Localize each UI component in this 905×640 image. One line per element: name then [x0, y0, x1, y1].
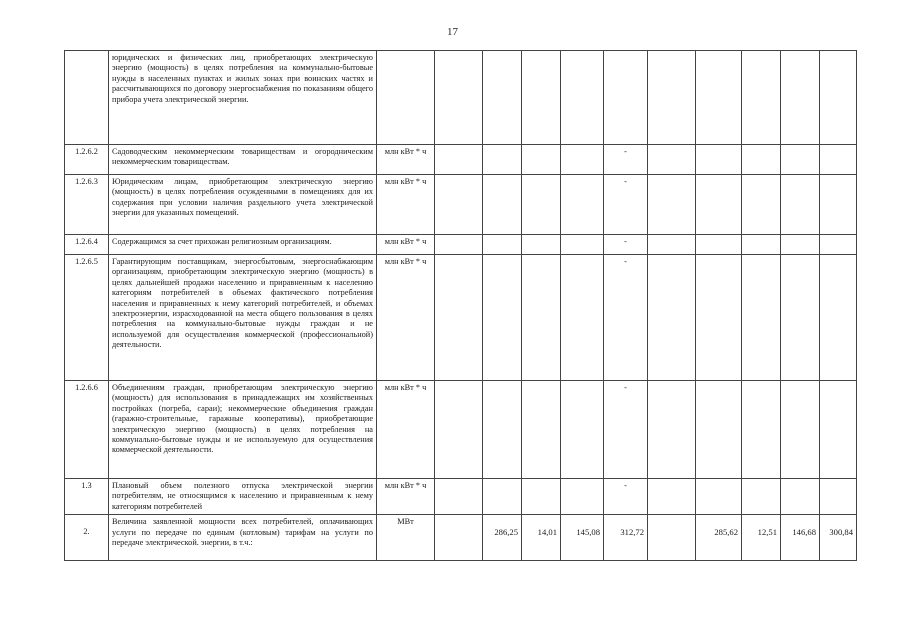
value-cell [820, 51, 857, 145]
value-cell [820, 255, 857, 381]
value-cell [820, 145, 857, 175]
value-cell: 286,25 [483, 515, 522, 561]
value-cell [648, 51, 696, 145]
value-cell: 145,08 [561, 515, 604, 561]
value-cell: - [604, 145, 648, 175]
value-cell [483, 255, 522, 381]
value-cell: - [604, 381, 648, 479]
value-cell [696, 255, 742, 381]
value-cell [483, 51, 522, 145]
value-cell [522, 145, 561, 175]
row-number: 1.3 [65, 479, 109, 515]
value-cell [604, 51, 648, 145]
value-cell [435, 515, 483, 561]
value-cell [435, 381, 483, 479]
page-number: 17 [447, 26, 458, 38]
value-cell [742, 381, 781, 479]
row-number: 1.2.6.4 [65, 235, 109, 255]
row-unit: млн кВт * ч [377, 255, 435, 381]
value-cell [648, 145, 696, 175]
value-cell [561, 235, 604, 255]
table-row [65, 145, 857, 175]
value-cell [522, 381, 561, 479]
value-cell [696, 175, 742, 235]
row-description: Садоводческим некоммерческим товариществам и огородническим некоммерческим товариществам. [109, 145, 377, 175]
value-cell [483, 479, 522, 515]
row-description: Объединениям граждан, приобретающим электрическую энергию (мощность) для использования в принадлежащих им хозяйственных постройках (погреба, сараи); некоммерческие объединения граждан (гаражно-строительные, гаражные кооперативы), приобретающие электрическую энергию (мощность) в целях потребления на коммунально-бытовые нужды и не используемую для осуществления коммерческой деятельности. [109, 381, 377, 479]
row-description: Величина заявленной мощности всех потребителей, оплачивающих услуги по передаче по единым (котловым) тарифам на услуги по передаче электрической. энергии, в т.ч.: [109, 515, 377, 561]
value-cell [483, 175, 522, 235]
value-cell [483, 235, 522, 255]
value-cell [781, 381, 820, 479]
value-cell: 285,62 [696, 515, 742, 561]
row-unit [377, 51, 435, 145]
value-cell [781, 479, 820, 515]
row-unit: млн кВт * ч [377, 381, 435, 479]
value-cell: 146,68 [781, 515, 820, 561]
value-cell [742, 145, 781, 175]
row-number: 1.2.6.3 [65, 175, 109, 235]
value-cell: 312,72 [604, 515, 648, 561]
value-cell [561, 255, 604, 381]
value-cell [696, 479, 742, 515]
row-description: Юридическим лицам, приобретающим электрическую энергию (мощность) в целях потребления осужденными в помещениях для их содержания при условии наличия раздельного учета электрической энергии для указанных помещений. [109, 175, 377, 235]
row-description: Содержащимся за счет прихожан религиозным организациям. [109, 235, 377, 255]
value-cell [696, 235, 742, 255]
row-description: Гарантирующим поставщикам, энергосбытовым, энергоснабжающим организациям, приобретающим электрическую энергию (мощность) в целях дальнейшей продажи населению и приравненным к населению категориям потребителей в объемах фактического потребления населения и приравненных к нему категорий потребителей, и объемах электроэнергии, израсходованной на места общего пользования в целях потребления на коммунально-бытовые нужды граждан и не используемой для осуществления коммерческой (профессиональной) деятельности. [109, 255, 377, 381]
value-cell [648, 381, 696, 479]
value-cell: - [604, 235, 648, 255]
value-cell [435, 255, 483, 381]
value-cell [781, 175, 820, 235]
value-cell [561, 145, 604, 175]
value-cell [561, 381, 604, 479]
table-row [65, 255, 857, 381]
value-cell [435, 479, 483, 515]
value-cell [696, 51, 742, 145]
value-cell [781, 51, 820, 145]
row-number: 2. [65, 515, 109, 561]
row-unit: млн кВт * ч [377, 235, 435, 255]
row-number: 1.2.6.6 [65, 381, 109, 479]
value-cell [820, 479, 857, 515]
value-cell [483, 381, 522, 479]
tariff-table [64, 50, 857, 561]
value-cell [522, 175, 561, 235]
value-cell [648, 235, 696, 255]
value-cell [522, 255, 561, 381]
value-cell [648, 515, 696, 561]
value-cell [648, 175, 696, 235]
table-row [65, 51, 857, 145]
value-cell [648, 479, 696, 515]
value-cell: - [604, 479, 648, 515]
row-unit: млн кВт * ч [377, 145, 435, 175]
value-cell: - [604, 175, 648, 235]
value-cell [742, 175, 781, 235]
value-cell [522, 51, 561, 145]
value-cell: - [604, 255, 648, 381]
value-cell [561, 479, 604, 515]
table-row [65, 175, 857, 235]
table-row [65, 235, 857, 255]
table-body [65, 51, 857, 561]
value-cell: 12,51 [742, 515, 781, 561]
value-cell [522, 235, 561, 255]
value-cell [435, 235, 483, 255]
value-cell [742, 479, 781, 515]
table-row [65, 381, 857, 479]
value-cell [648, 255, 696, 381]
table-row [65, 479, 857, 515]
row-description: юридических и физических лиц, приобретающих электрическую энергию (мощность) в целях потребления на коммунально-бытовые нужды в населенных пунктах и жилых зонах при воинских частях и рассчитывающихся по договору энергоснабжения по показаниям общего прибора учета электрической энергии. [109, 51, 377, 145]
value-cell [820, 381, 857, 479]
value-cell [820, 235, 857, 255]
value-cell [781, 255, 820, 381]
value-cell [561, 51, 604, 145]
value-cell [696, 381, 742, 479]
row-description: Плановый объем полезного отпуска электрической энергии потребителям, не относящимся к населению и приравненным к нему категориям потребителей [109, 479, 377, 515]
value-cell [820, 175, 857, 235]
row-unit: МВт [377, 515, 435, 561]
value-cell: 14,01 [522, 515, 561, 561]
row-number: 1.2.6.2 [65, 145, 109, 175]
value-cell [781, 145, 820, 175]
row-number [65, 51, 109, 145]
value-cell [483, 145, 522, 175]
table-row [65, 515, 857, 561]
value-cell [561, 175, 604, 235]
row-unit: млн кВт * ч [377, 175, 435, 235]
value-cell [435, 51, 483, 145]
value-cell [781, 235, 820, 255]
row-unit: млн кВт * ч [377, 479, 435, 515]
value-cell [435, 145, 483, 175]
value-cell [435, 175, 483, 235]
value-cell [742, 51, 781, 145]
value-cell [742, 235, 781, 255]
value-cell: 300,84 [820, 515, 857, 561]
row-number: 1.2.6.5 [65, 255, 109, 381]
value-cell [522, 479, 561, 515]
value-cell [742, 255, 781, 381]
value-cell [696, 145, 742, 175]
